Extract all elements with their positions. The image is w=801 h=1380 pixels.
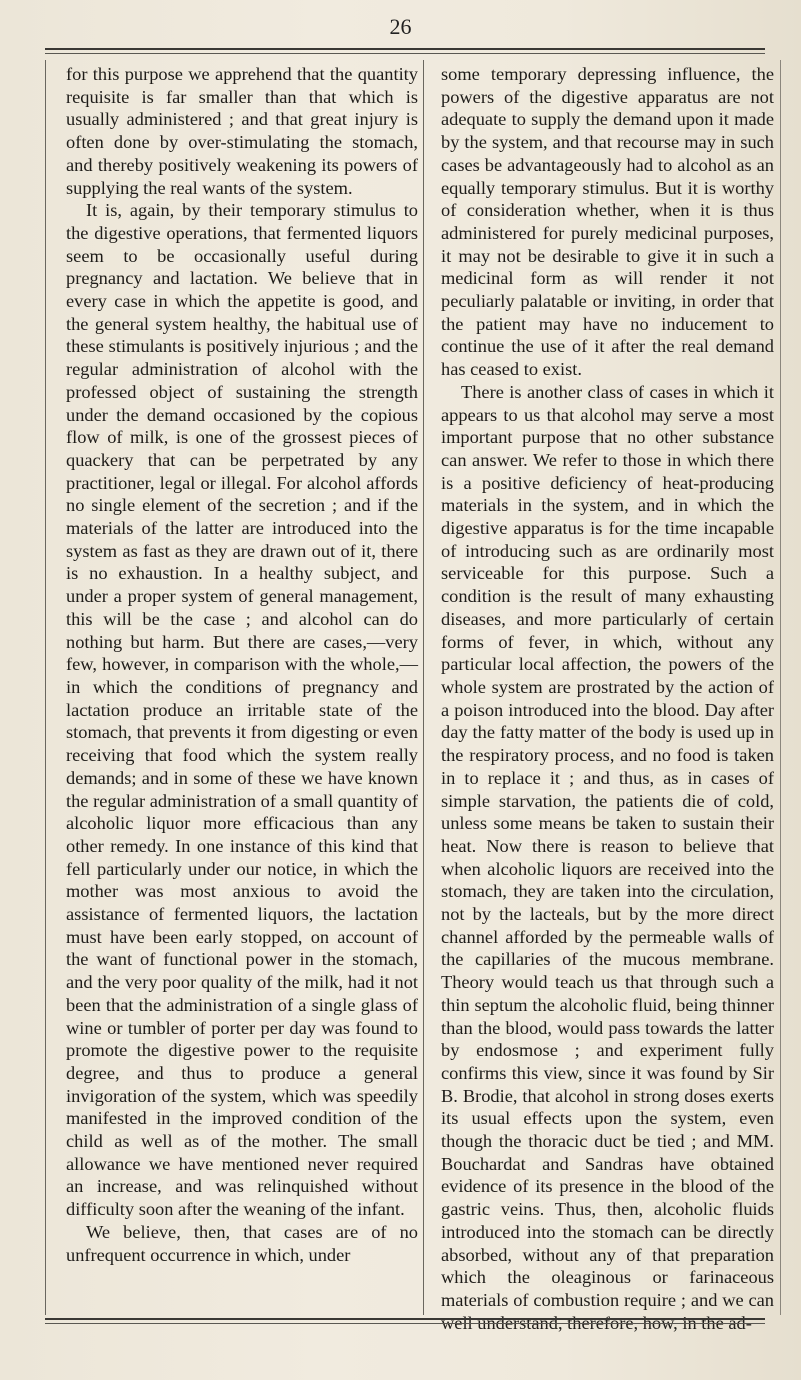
bottom-rule (45, 1318, 765, 1320)
right-column (441, 63, 774, 1334)
right-paragraph-1: some temporary depressing influence, the powers of the digestive apparatus are not adequate to supply the demand upon it made by the system, and that recourse may in such cases be advantageously had to alcohol as an equally temporary stimulus. But it is worthy of consideration whether, when it is thus administered for purely medicinal purposes, it may not be desirable to give it in such a medicinal form as will render it not peculiarly palatable or inviting, in order that the patient may have no inducement to continue the use of it after the real demand has ceased to exist. (441, 64, 774, 380)
left-paragraph-3: We believe, then, that cases are of no unfrequent occurrence in which, under (66, 1221, 418, 1265)
right-paragraph-2: There is another class of cases in which it appears to us that alcohol may serve a most important purpose that no other substance can answer. We refer to those in which there is a positive deficiency of heat-producing materials in the system, and in which the digestive apparatus is for the time incapable of introducing such as are ordinarily most serviceable for this purpose. Such a condition is the result of many exhausting diseases, and more particularly of certain forms of fever, in which, without any particular local affection, the powers of the whole system are prostrated by the action of a poison introduced into the blood. Day after day the fatty matter of the body is used up in the respiratory process, and no food is taken in to replace it ; and thus, as in cases of simple starvation, the patients die of cold, unless some means be taken to sustain their heat. Now there is reason to believe that when alcoholic liquors are received into the stomach, they are taken into the circulation, not by the lacteals, but by the more direct channel afforded by the permeable walls of the capillaries of the mucous membrane. Theory would teach us that through such a thin septum the alcoholic fluid, being thinner than the blood, would pass towards the latter by endosmose ; and experiment fully confirms this view, since it was found by Sir B. Brodie, that alcohol in strong doses exerts its usual effects upon the system, even though the thoracic duct be tied ; and MM. Bouchardat and Sandras have obtained evidence of its presence in the blood of the gastric veins. Thus, then, alcoholic fluids introduced into the stomach can be directly absorbed, without any of that preparation which the oleaginous or farinaceous materials of combustion require ; and we can well understand, therefore, how, in the ad- (441, 381, 774, 1333)
left-column (66, 63, 418, 1266)
right-column-border (780, 60, 781, 1315)
bottom-rule-thin (45, 1323, 765, 1324)
top-rule (45, 48, 765, 50)
page-number: 26 (389, 14, 412, 39)
left-paragraph-2: It is, again, by their temporary stimulus to the digestive operations, that fermented liquors seem to be occasionally useful during pregnancy and lactation. We believe that in every case in which the appetite is good, and the general system healthy, the habitual use of these stimulants is positively injurious ; and the regular administration of alcohol with the professed object of sustaining the strength under the demand occasioned by the copious flow of milk, is one of the grossest pieces of quackery that can be perpetrated by any practitioner, legal or illegal. For alcohol affords no single element of the secretion ; and if the materials of the latter are introduced into the system as fast as they are drawn out of it, there is no exhaustion. In a healthy subject, and under a proper system of general management, this will be the case ; and alcohol can do nothing but harm. But there are cases,—very few, however, in comparison with the whole,—in which the conditions of pregnancy and lactation produce an irritable state of the stomach, that prevents it from digesting or even receiving that food which the system really demands; and in some of these we have known the regular administration of a small quantity of alcoholic liquor more efficacious than any other remedy. In one instance of this kind that fell particularly under our notice, in which the mother was most anxious to avoid the assistance of fermented liquors, the lactation must have been early stopped, on account of the want of functional power in the stomach, and the very poor quality of the milk, had it not been that the administration of a single glass of wine or tumbler of porter per day was found to promote the digestive power to the requisite degree, and thus to produce a general invigoration of the system, which was speedily manifested in the improved condition of the child as well as of the mother. The small allowance we have mentioned never required an increase, and was relinquished without difficulty soon after the weaning of the infant. (66, 200, 418, 1220)
left-paragraph-1: for this purpose we apprehend that the quantity requisite is far smaller than that which is usually administered ; and that great injury is often done by over-stimulating the stomach, and thereby positively weakening its powers of supplying the real wants of the system. (66, 64, 418, 198)
column-divider (423, 60, 424, 1315)
top-rule-thin (45, 53, 765, 54)
left-column-border (45, 60, 46, 1315)
